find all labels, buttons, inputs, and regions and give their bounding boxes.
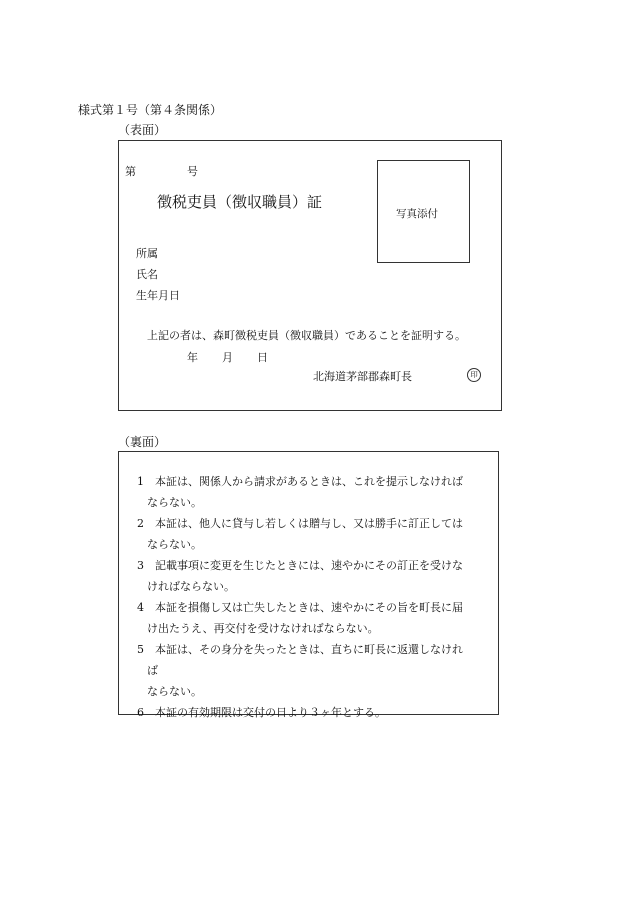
photo-box [377, 160, 470, 263]
rule-text: 本証は、他人に貸与し若しくは贈与し、又は勝手に訂正しては [155, 517, 463, 530]
rule-5-cont-2: ならない。 [147, 685, 202, 698]
rule-text: 本証は、関係人から請求があるときは、これを提示しなければ [155, 475, 463, 488]
front-label: （表面） [118, 123, 167, 137]
date-year: 年 [187, 351, 198, 364]
rule-5 [137, 639, 463, 661]
rule-number: 1 [137, 475, 144, 488]
card-title: 徴税吏員（徴収職員）証 [157, 193, 323, 211]
number-prefix: 第 [125, 165, 136, 178]
rule-number: 3 [137, 559, 144, 572]
certification-text: 上記の者は、森町徴税吏員（徴収職員）であることを証明する。 [147, 329, 466, 342]
rule-number: 2 [137, 517, 144, 530]
rule-text: 本証の有効期限は交付の日より３ヶ年とする。 [155, 706, 386, 719]
number-suffix: 号 [187, 165, 198, 178]
back-card [118, 451, 499, 719]
form-heading: 様式第１号（第４条関係） [78, 103, 223, 117]
field-affiliation: 所属 [136, 247, 158, 260]
photo-label: 写真添付 [396, 208, 438, 220]
rule-5-cont: ば [147, 664, 158, 677]
rule-number: 4 [137, 601, 144, 614]
rule-text: 本証は、その身分を失ったときは、直ちに町長に返還しなけれ [155, 643, 463, 656]
rule-4 [137, 597, 463, 619]
rule-1 [137, 471, 463, 493]
rule-text: 本証を損傷し又は亡失したときは、速やかにその旨を町長に届 [155, 601, 463, 614]
rule-2 [137, 513, 463, 535]
rule-3 [137, 555, 463, 577]
rule-number: 5 [137, 643, 144, 656]
field-name: 氏名 [136, 268, 158, 281]
rule-text: 記載事項に変更を生じたときには、速やかにその訂正を受けな [155, 559, 463, 572]
date-month: 月 [222, 351, 233, 364]
back-label: （裏面） [118, 435, 167, 449]
front-card [118, 140, 502, 411]
rule-1-cont: ならない。 [147, 496, 202, 509]
rule-number: 6 [137, 706, 144, 719]
date-day: 日 [257, 351, 268, 364]
seal-mark: 印 [467, 368, 481, 382]
rule-3-cont: ければならない。 [147, 580, 235, 593]
rule-4-cont: け出たうえ、再交付を受けなければならない。 [147, 622, 379, 635]
rule-6 [137, 702, 386, 724]
field-birthdate: 生年月日 [136, 289, 180, 302]
rule-2-cont: ならない。 [147, 538, 202, 551]
issuer: 北海道茅部郡森町長 [313, 370, 412, 383]
